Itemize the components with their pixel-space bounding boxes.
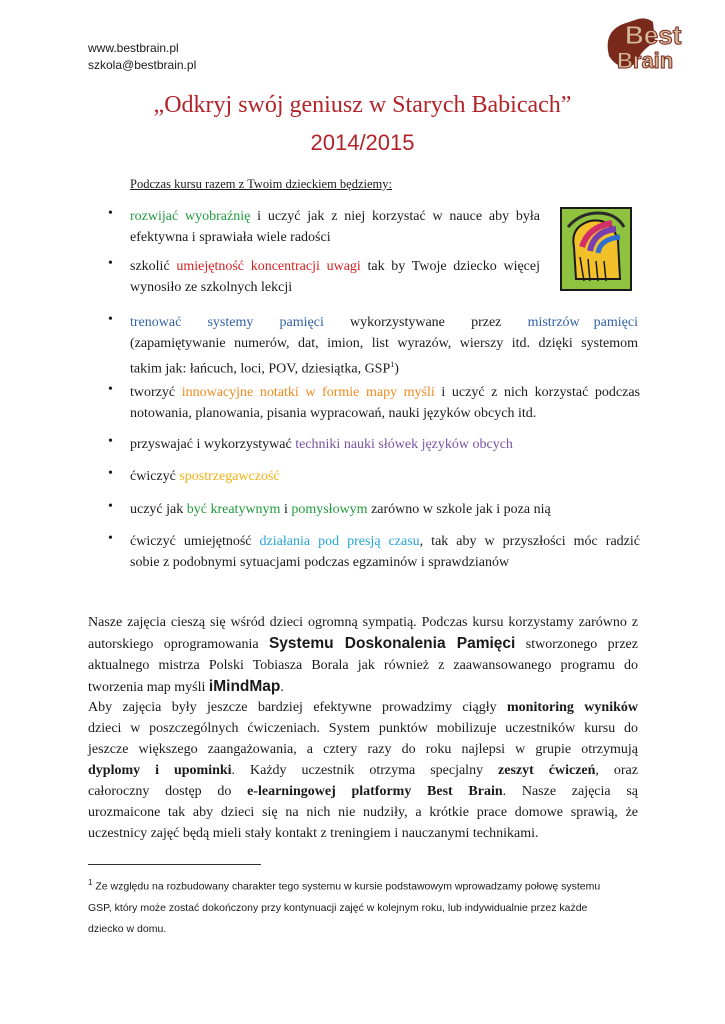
list-item: ćwiczyć umiejętność działania pod presją czasu, tak aby w przyszłości móc radzić sobie z podobnymi sytuacjami podczas egzaminów i sprawdzianów [130,534,640,570]
bullet-6: • [108,466,113,481]
bullet-2: • [108,256,113,271]
bullet-8: • [108,531,113,546]
list-item: tworzyć innowacyjne notatki w formie mapy myśli i uczyć z nich korzystać podczas notowania, planowania, pisania wypracowań, nauki języków obcych itd. [130,385,641,421]
logo-brain: Brain [617,48,674,73]
bullet-1: • [108,206,113,221]
list-item: trenować systemy pamięci wykorzystywane przez mistrzów pamięci (zapamiętywanie numerów, dat, imion, list wyrazów, wierszy itd. dzięki systemom takim jak: łańcuch, loci, POV, dziesiątka, GSP$^1$) [130,315,638,377]
list-item: ćwiczyć spostrzegawczość [130,469,280,484]
paragraph-software: Nasze zajęcia cieszą się wśród dzieci ogromną sympatią. Podczas kursu korzystamy zarówno z autorskiego oprogramowania Systemu Doskonalenia Pamięci stworzonego przez aktualnego mistrza Polski Tobiasza Borala jak również z zaawansowanego programu do tworzenia map myśli iMindMap. [88,615,638,695]
list-item: rozwijać wyobraźnię i uczyć jak z niej korzystać w nauce aby była efektywna i sprawiała wiele radości [130,209,540,245]
website-link[interactable]: www.bestbrain.pl [88,41,179,55]
list-item: szkolić umiejętność koncentracji uwagi tak by Twoje dziecko więcej wynosiło ze szkolnych lekcji [130,259,540,295]
bullet-5: • [108,434,113,449]
header-contact [88,40,196,74]
bullet-4: • [108,382,113,397]
logo-best: Best [625,20,682,50]
bullet-3: • [108,312,113,327]
footnote-separator [88,864,261,865]
child-brain-illustration [560,207,632,291]
email-link[interactable]: szkola@bestbrain.pl [88,58,197,72]
list-item: uczyć jak być kreatywnym i pomysłowym zarówno w szkole jak i poza nią [130,502,551,517]
page-title: „Odkryj swój geniusz w Starych Babicach” [153,92,572,118]
paragraph-monitoring: Aby zajęcia były jeszcze bardziej efektywne prowadzimy ciągły monitoring wyników dzieci w poszczególnych ćwiczeniach. System punktów mobilizuje uczestników kursu do jeszcze większego zaangażowania, a cztery razy do roku najlepsi w grupie otrzymują dyplomy i upominki. Każdy uczestnik otrzyma specjalny zeszyt ćwiczeń, oraz całoroczny dostęp do e-learningowej platformy Best Brain. Nasze zajęcia są urozmaicone tak aby dzieci się na nich nie nudziły, a krótkie prace domowe sprawią, że uczestnicy zajęć będą mieli stały kontakt z treningiem i nauczanymi technikami. [88,700,638,841]
intro-text: Podczas kursu razem z Twoim dzieckiem będziemy: [130,177,392,191]
list-item: przyswajać i wykorzystywać techniki nauki słówek języków obcych [130,437,513,452]
best-brain-logo [601,12,701,74]
bullet-7: • [108,499,113,514]
page-year: 2014/2015 [310,130,415,155]
footnote: $^1$ Ze względu na rozbudowany charakter tego systemu w kursie podstawowym wprowadzamy połowę systemu GSP, który może zostać dokończony przy kontynuacji zajęć w kolejnym roku, lub indywidualnie przez każde dziecko w domu. [88,878,601,935]
